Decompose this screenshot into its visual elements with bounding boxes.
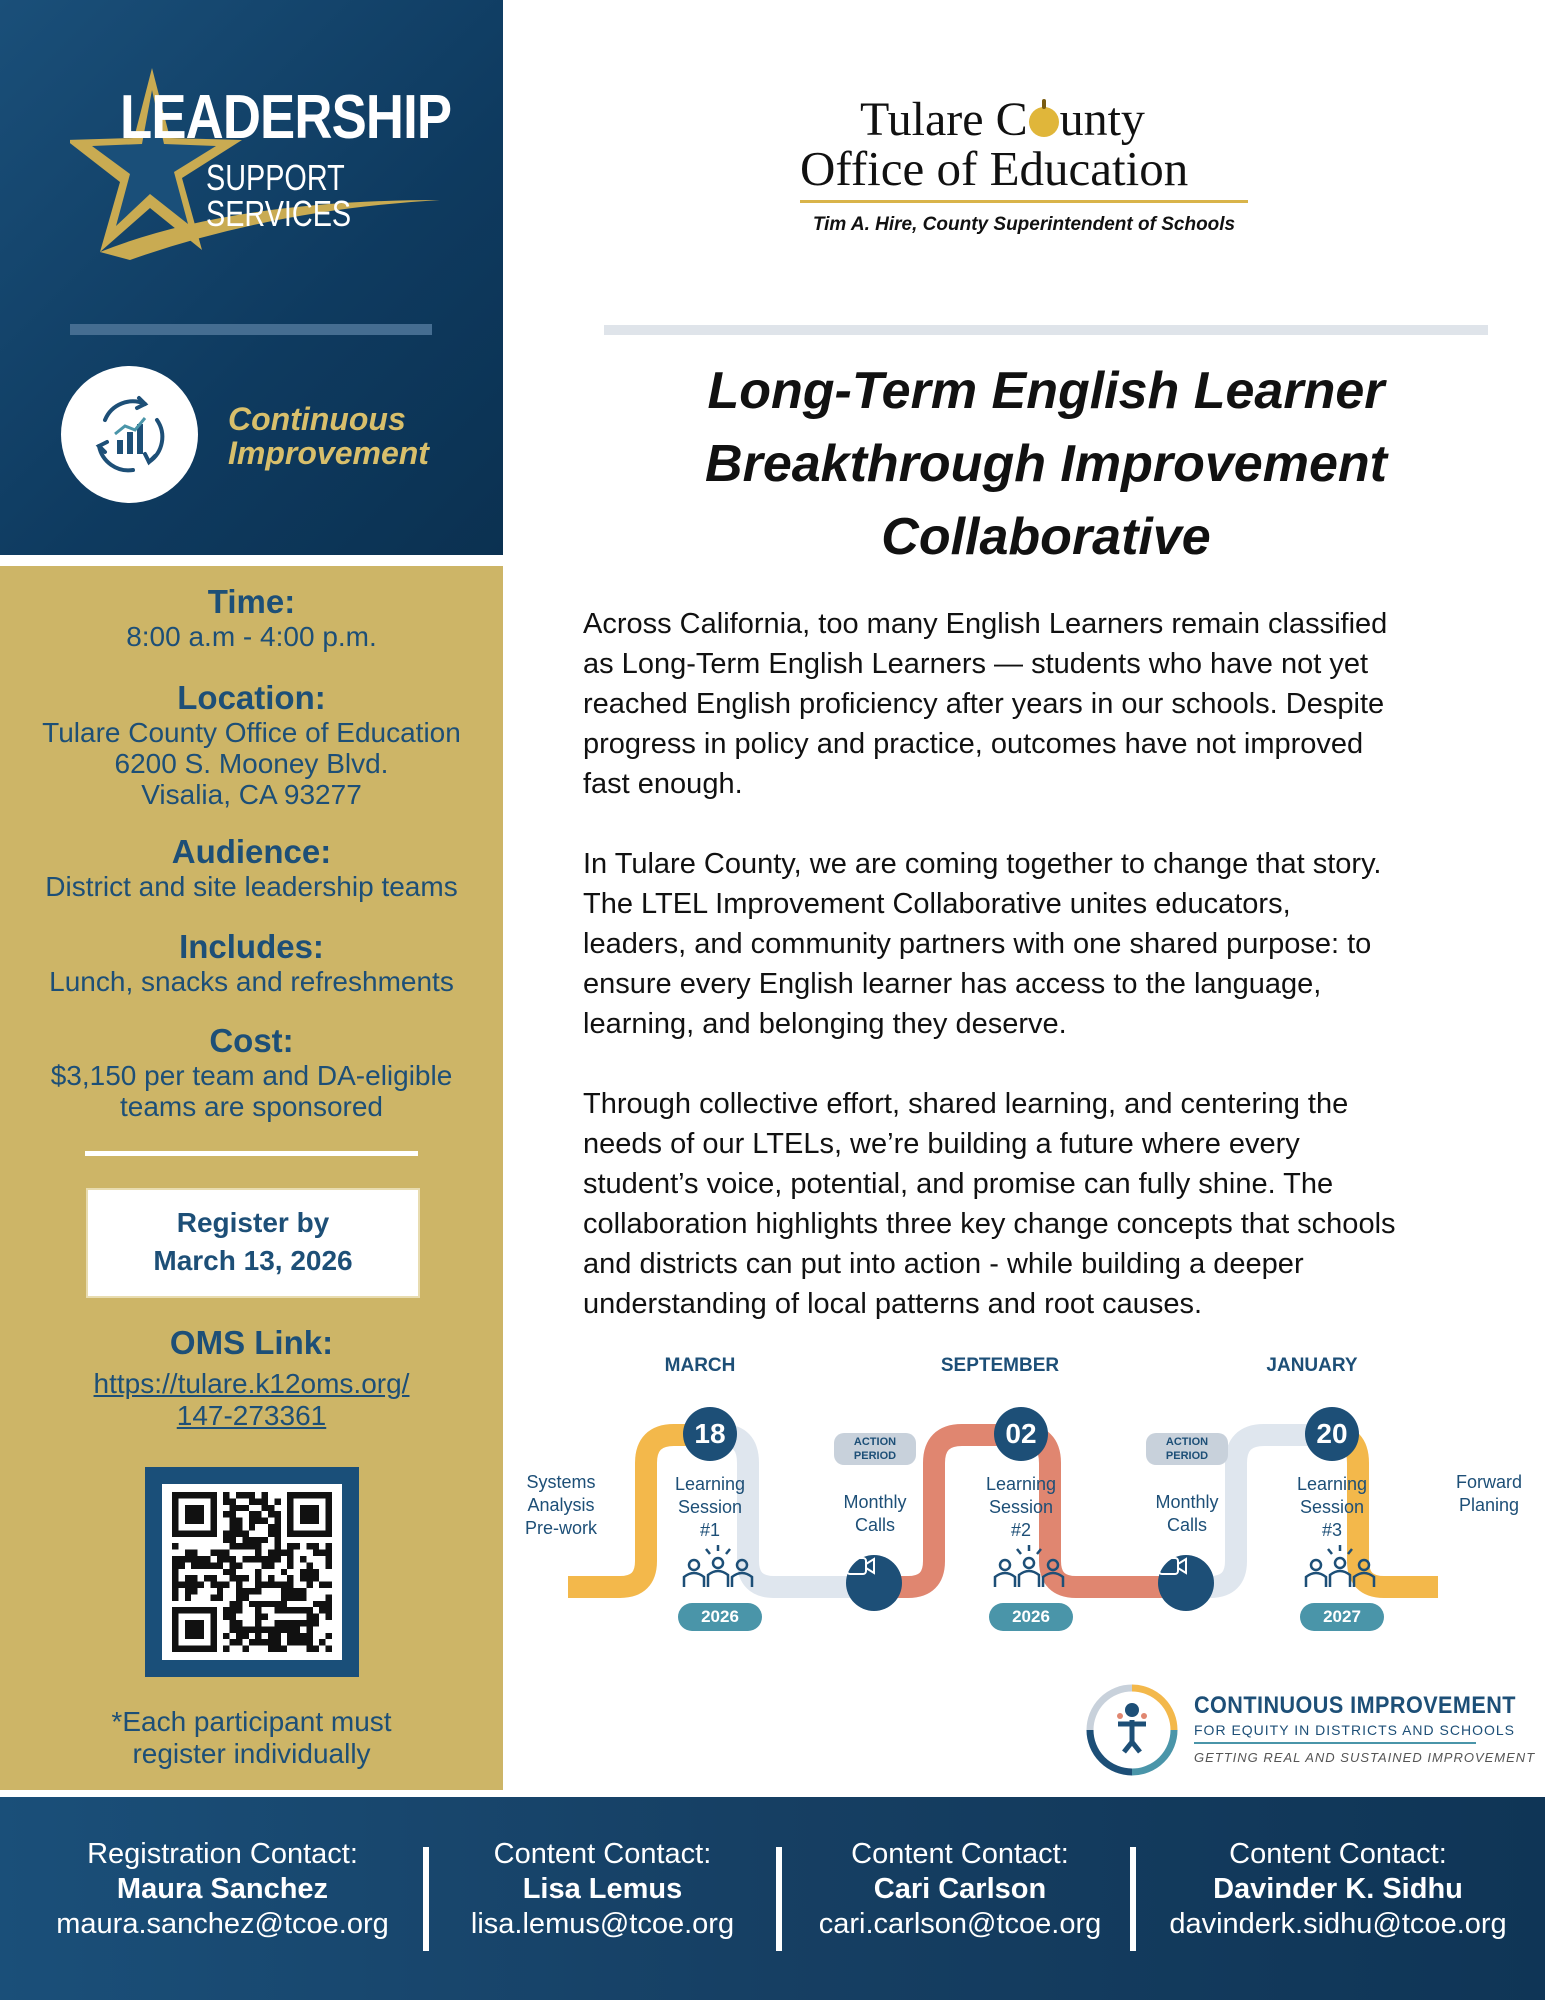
location-line: Visalia, CA 93277 bbox=[141, 779, 362, 810]
location-section bbox=[0, 679, 503, 810]
location-line: Tulare County Office of Education bbox=[42, 717, 461, 748]
contact-email[interactable]: lisa.lemus@tcoe.org bbox=[470, 1908, 735, 1940]
video-call-icon bbox=[846, 1555, 902, 1611]
contact-registration bbox=[30, 1837, 415, 1942]
time-heading: Time: bbox=[207, 583, 296, 620]
audience-value: District and site leadership teams bbox=[45, 871, 458, 902]
ci-logo-rule bbox=[1194, 1742, 1476, 1744]
body-paragraph: Through collective effort, shared learning, and centering the needs of our LTELs, we’re building a future where every student’s voice, potential, and promise can fully shine. The collaboration highlights three key change concepts that schools and districts can put into action - while building a deeper understanding of local patterns and root causes. bbox=[583, 1088, 1396, 1320]
action-period-badge: ACTION PERIOD bbox=[834, 1433, 916, 1465]
tcoe-superintendent: Tim A. Hire, County Superintendent of Schools bbox=[812, 214, 1236, 235]
session-timeline bbox=[510, 1355, 1545, 1655]
ci-circle-icon bbox=[1082, 1680, 1182, 1780]
contact-email[interactable]: maura.sanchez@tcoe.org bbox=[56, 1908, 389, 1940]
body-paragraph: In Tulare County, we are coming together to change that story. The LTEL Improvement Collaborative unites educators, leaders, and community partners with one shared purpose: to ensure every English learner has access to the language, learning, and belonging they deserve. bbox=[583, 848, 1382, 1040]
people-icon bbox=[678, 1543, 758, 1591]
cost-section bbox=[0, 1022, 503, 1122]
ci-logo-title: CONTINUOUS IMPROVEMENT bbox=[1194, 1692, 1516, 1719]
cost-line: teams are sponsored bbox=[119, 1091, 384, 1122]
contact-email[interactable]: davinderk.sidhu@tcoe.org bbox=[1169, 1908, 1507, 1940]
oms-registration-link[interactable]: https://tulare.k12oms.org/ 147-273361 bbox=[93, 1368, 410, 1431]
includes-heading: Includes: bbox=[179, 928, 324, 965]
monthly-calls-label: Monthly Calls bbox=[843, 1492, 907, 1535]
session-month: JANUARY bbox=[1266, 1355, 1358, 1376]
leadership-support-services-logo bbox=[70, 60, 452, 270]
timeline-end-label: Forward Planing bbox=[1455, 1472, 1522, 1515]
contact-divider bbox=[776, 1847, 782, 1951]
oms-heading: OMS Link: bbox=[169, 1324, 334, 1361]
video-call-icon bbox=[1158, 1555, 1214, 1611]
cost-heading: Cost: bbox=[209, 1022, 294, 1059]
session-day-badge: 18 bbox=[683, 1407, 737, 1461]
page-title: Long-Term English Learner Breakthrough Improvement Collaborative bbox=[705, 362, 1387, 566]
qr-code[interactable] bbox=[162, 1484, 342, 1660]
audience-section bbox=[0, 833, 503, 902]
contact-name: Lisa Lemus bbox=[522, 1873, 683, 1905]
contact-role: Content Contact: bbox=[493, 1838, 712, 1870]
includes-section bbox=[0, 928, 503, 997]
contact-role: Registration Contact: bbox=[87, 1838, 358, 1870]
session-label: Learning Session #1 bbox=[674, 1474, 746, 1540]
participant-note: *Each participant must register individually bbox=[111, 1706, 392, 1769]
contact-content bbox=[800, 1837, 1120, 1942]
audience-heading: Audience: bbox=[171, 833, 332, 870]
contact-content bbox=[450, 1837, 755, 1942]
monthly-calls-label: Monthly Calls bbox=[1155, 1492, 1219, 1535]
location-heading: Location: bbox=[177, 679, 326, 716]
session-year: 2026 bbox=[989, 1603, 1073, 1631]
time-section bbox=[0, 583, 503, 652]
session-day-badge: 02 bbox=[994, 1407, 1048, 1461]
tcoe-name-line1: Tulare C unty bbox=[860, 93, 1145, 146]
contact-name: Davinder K. Sidhu bbox=[1213, 1873, 1463, 1905]
sidebar-header-panel bbox=[0, 0, 503, 555]
apple-icon bbox=[1029, 107, 1059, 137]
session-label: Learning Session #3 bbox=[1296, 1474, 1368, 1540]
tcoe-name-line2: Office of Education bbox=[800, 141, 1189, 196]
register-deadline-box bbox=[86, 1188, 420, 1298]
title-divider bbox=[604, 325, 1488, 335]
contacts-footer bbox=[0, 1797, 1545, 2000]
contact-divider bbox=[1130, 1847, 1136, 1951]
session-year: 2027 bbox=[1300, 1603, 1384, 1631]
sidebar-divider bbox=[85, 1151, 418, 1156]
qr-code-frame bbox=[145, 1467, 359, 1677]
category-label: Continuous Improvement bbox=[228, 401, 429, 471]
logo-word-support-services: SUPPORT SERVICES bbox=[206, 157, 352, 234]
contact-name: Cari Carlson bbox=[873, 1873, 1047, 1905]
continuous-improvement-icon bbox=[61, 366, 198, 503]
cost-line: $3,150 per team and DA-eligible bbox=[50, 1060, 453, 1091]
contact-role: Content Contact: bbox=[851, 1838, 1069, 1870]
action-period-badge: ACTION PERIOD bbox=[1146, 1433, 1228, 1465]
session-month: MARCH bbox=[664, 1355, 736, 1376]
body-text bbox=[583, 604, 1518, 1364]
contact-email[interactable]: cari.carlson@tcoe.org bbox=[818, 1908, 1102, 1940]
logo-word-leadership: LEADERSHIP bbox=[120, 83, 452, 152]
session-day-badge: 20 bbox=[1305, 1407, 1359, 1461]
sidebar-divider bbox=[70, 324, 432, 335]
time-value: 8:00 a.m - 4:00 p.m. bbox=[126, 621, 377, 652]
session-month: SEPTEMBER bbox=[940, 1355, 1060, 1376]
people-icon bbox=[1300, 1543, 1380, 1591]
contact-role: Content Contact: bbox=[1229, 1838, 1447, 1870]
tcoe-rule bbox=[800, 200, 1248, 203]
ci-logo-subtitle: FOR EQUITY IN DISTRICTS AND SCHOOLS bbox=[1194, 1722, 1516, 1738]
tcoe-logo bbox=[800, 92, 1250, 242]
register-date: March 13, 2026 bbox=[153, 1245, 353, 1276]
people-icon bbox=[989, 1543, 1069, 1591]
contact-content bbox=[1158, 1837, 1518, 1942]
timeline-start-label: Systems Analysis Pre-work bbox=[524, 1472, 597, 1538]
register-label: Register by bbox=[176, 1207, 330, 1238]
includes-value: Lunch, snacks and refreshments bbox=[49, 966, 454, 997]
ci-equity-logo bbox=[1082, 1680, 1536, 1780]
session-label: Learning Session #2 bbox=[985, 1474, 1057, 1540]
contact-name: Maura Sanchez bbox=[116, 1873, 329, 1905]
location-line: 6200 S. Mooney Blvd. bbox=[114, 748, 389, 779]
session-year: 2026 bbox=[678, 1603, 762, 1631]
body-paragraph: Across California, too many English Learners remain classified as Long-Term English Learners — students who have not yet reached English proficiency after years in our schools. Despite progress in policy and practice, outcomes have not improved fast enough. bbox=[583, 608, 1388, 800]
ci-logo-tagline: GETTING REAL AND SUSTAINED IMPROVEMENT bbox=[1194, 1750, 1536, 1765]
contact-divider bbox=[423, 1847, 429, 1951]
